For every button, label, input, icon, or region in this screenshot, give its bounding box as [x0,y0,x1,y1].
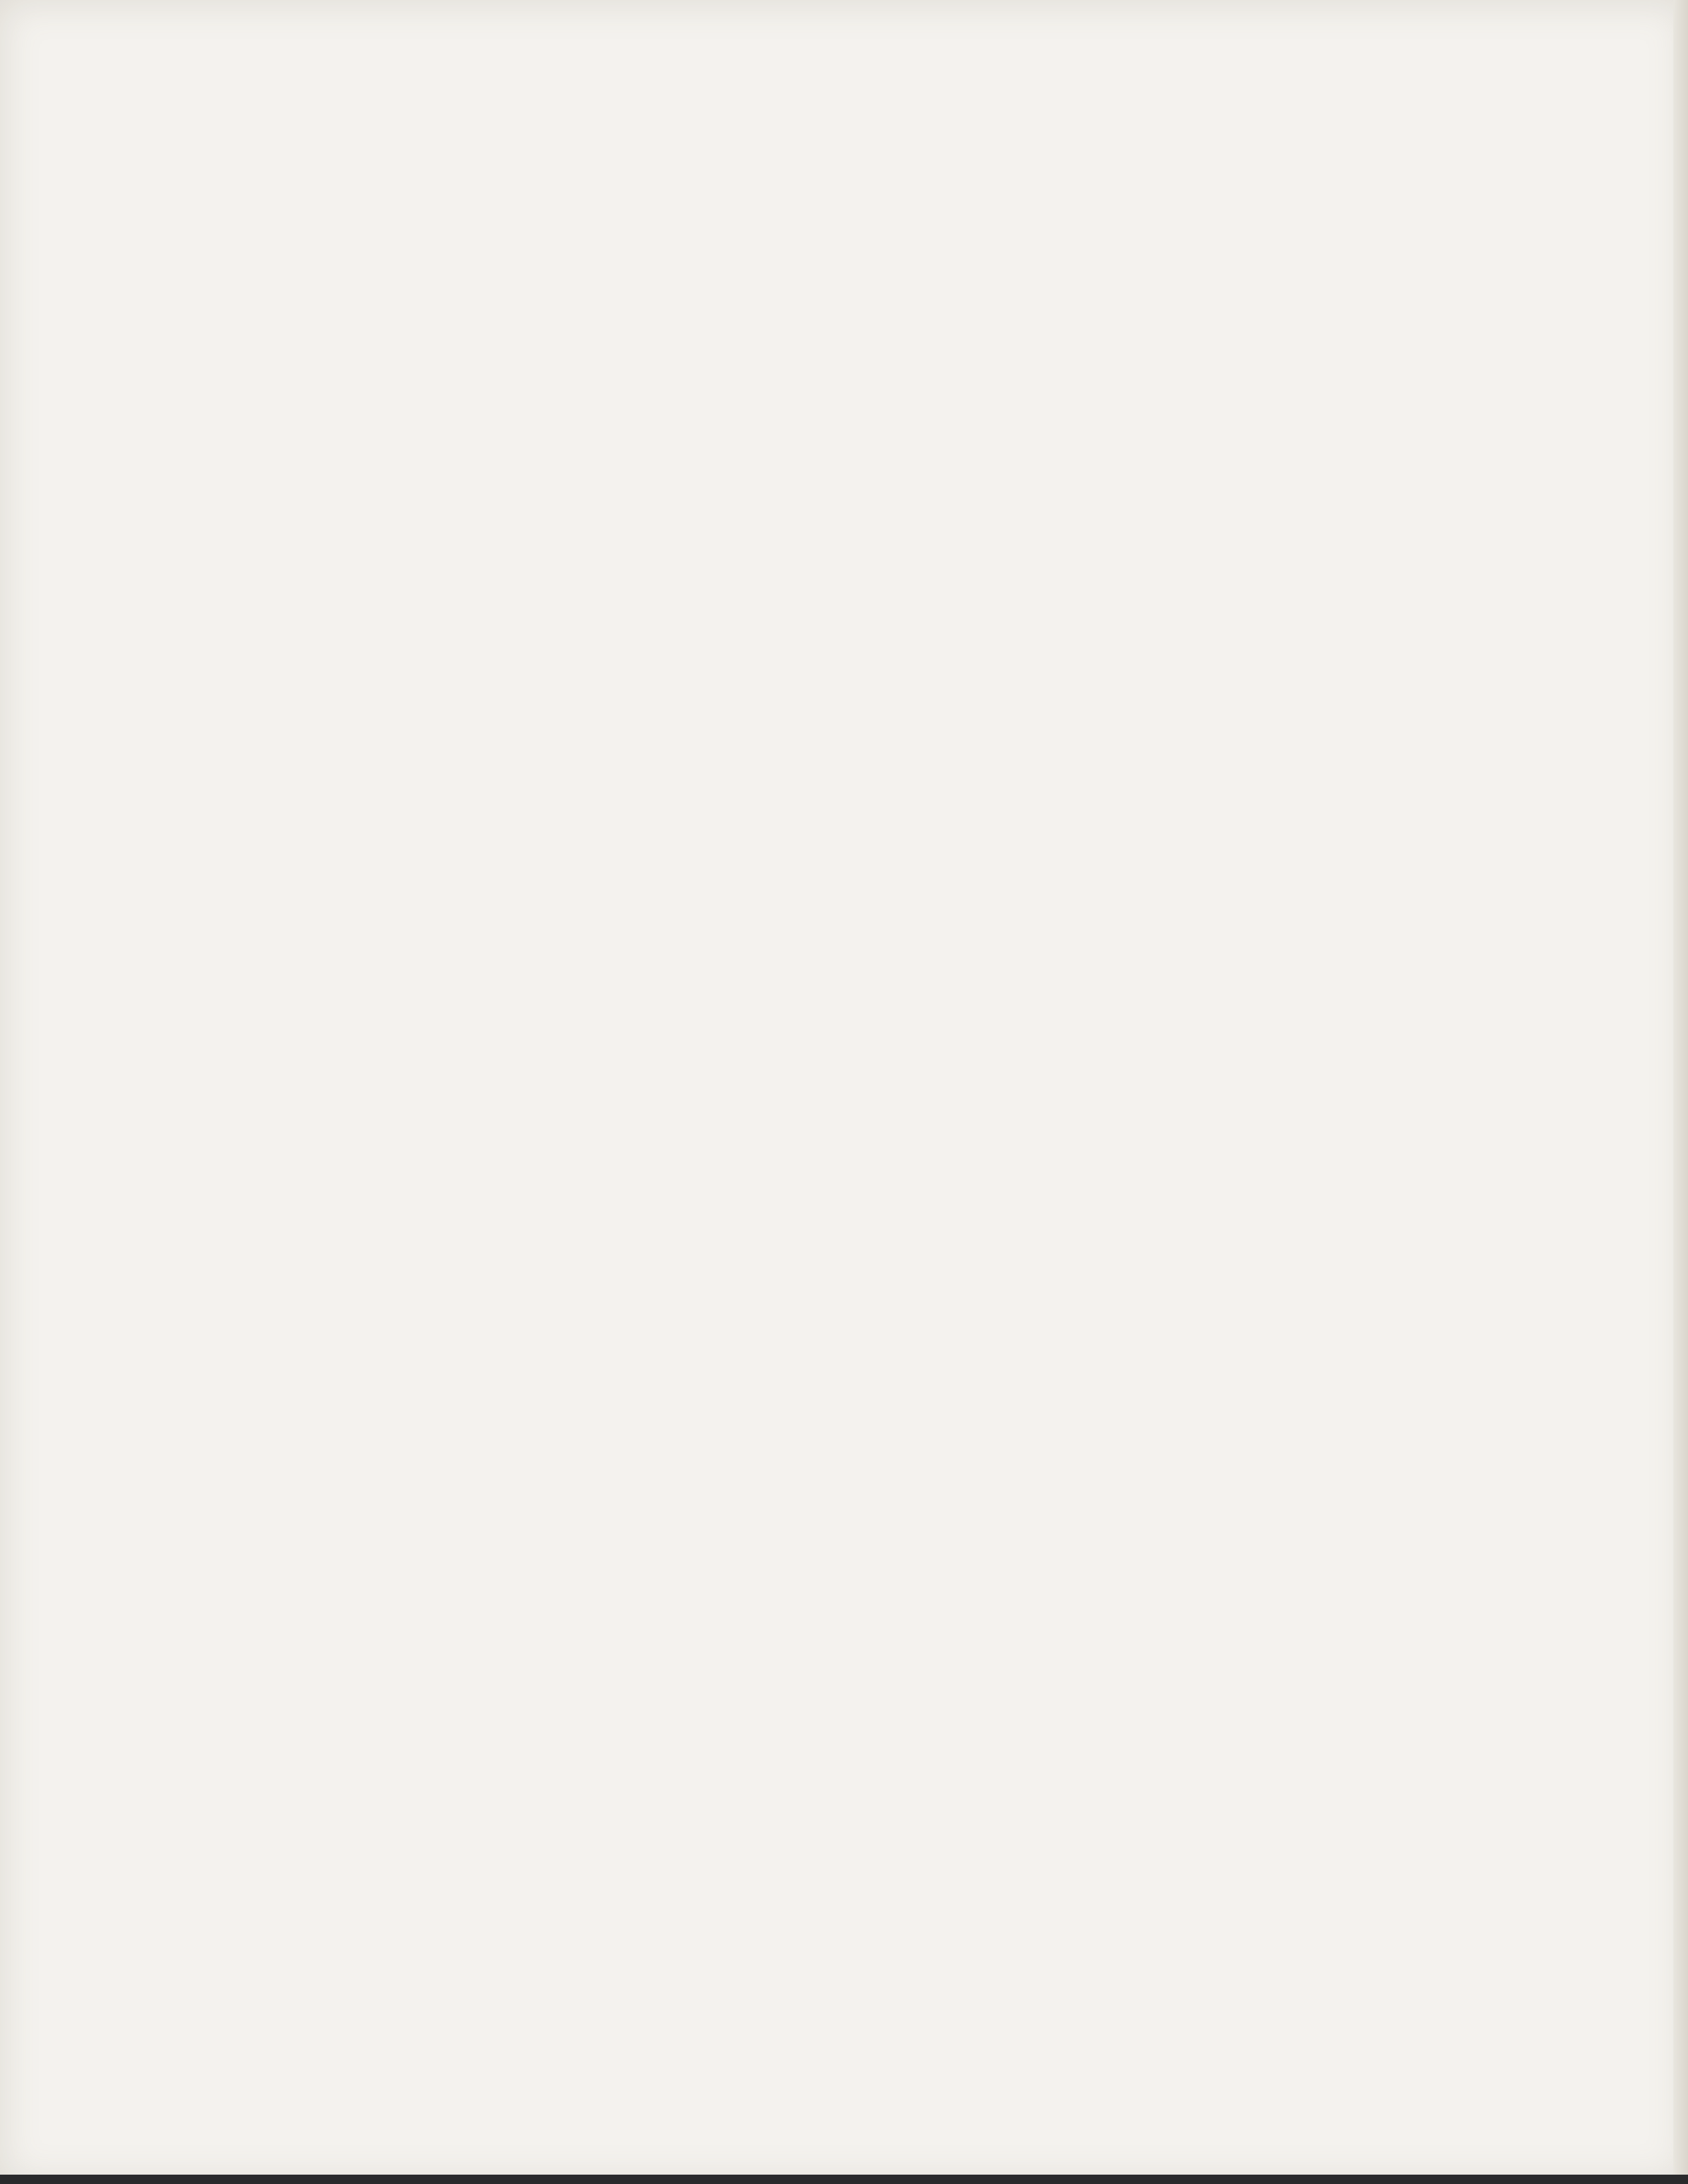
page-spine [1673,0,1688,2184]
scan-bottom-edge [0,2175,1688,2184]
